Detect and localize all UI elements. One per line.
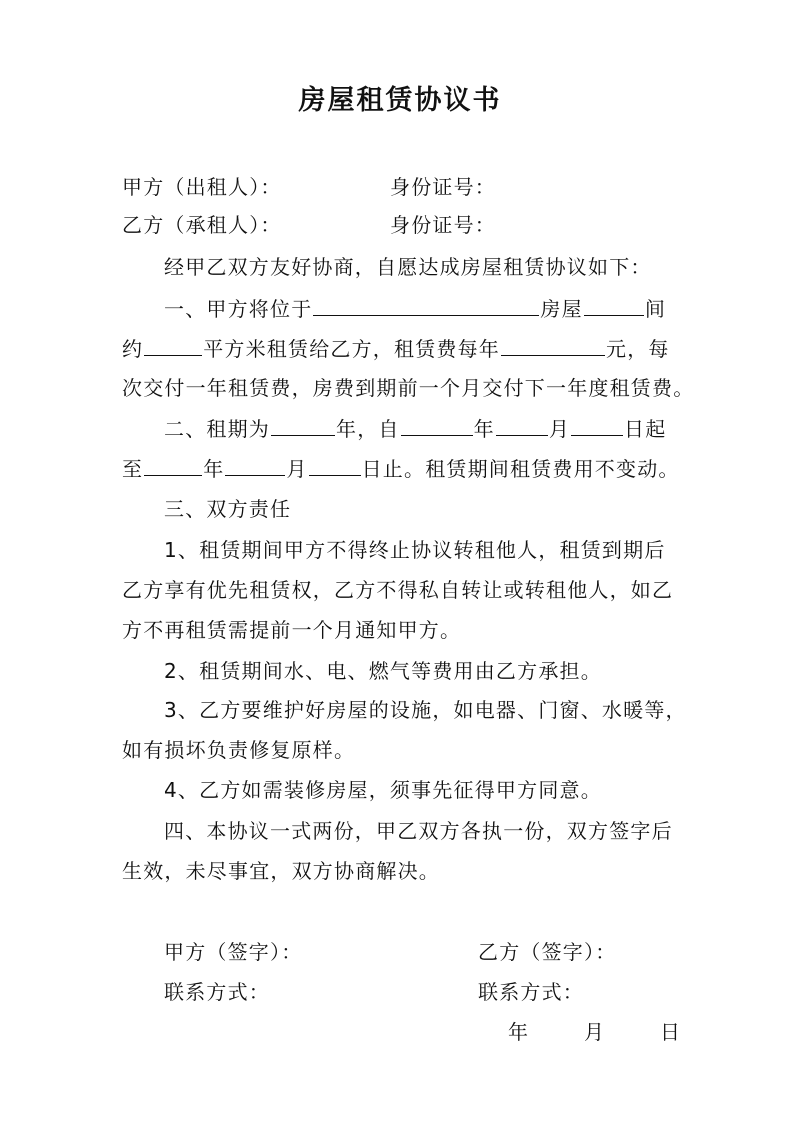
end-month-blank[interactable] <box>225 455 285 476</box>
clause2-ri-qi: 日起 <box>624 417 667 441</box>
intro-paragraph: 经甲乙双方友好协商，自愿达成房屋租赁协议如下： <box>164 255 652 279</box>
clause2-nian: 年 <box>473 417 495 441</box>
clause1-line1 <box>164 295 666 323</box>
start-year-blank[interactable] <box>401 415 473 436</box>
date-year-label: 年 <box>508 1020 530 1044</box>
party-a-contact-label: 联系方式： <box>164 980 270 1004</box>
clause2-end-nian: 年 <box>203 457 225 481</box>
date-day-label: 日 <box>660 1020 682 1044</box>
end-day-blank[interactable] <box>309 455 361 476</box>
clause1-area-text: 平方米租赁给乙方，租赁费每年 <box>203 337 501 361</box>
clause2-yue: 月 <box>548 417 571 441</box>
clause2-ri-zhi: 日止。租赁期间租赁费用不变动。 <box>361 457 680 481</box>
clause2-prefix: 二、租期为 <box>164 417 270 441</box>
area-blank[interactable] <box>144 335 202 356</box>
clause1-line3: 次交付一年租赁费，房费到期前一个月交付下一年度租赁费。 <box>122 376 695 400</box>
party-a-id-label: 身份证号： <box>390 175 496 199</box>
date-month-label: 月 <box>584 1020 606 1044</box>
rooms-blank[interactable] <box>584 295 644 316</box>
party-b-contact-label: 联系方式： <box>478 980 584 1004</box>
document-title: 房屋租赁协议书 <box>298 85 502 116</box>
clause2-line2 <box>122 455 680 483</box>
start-day-blank[interactable] <box>571 415 623 436</box>
clause2-zhi: 至 <box>122 457 144 481</box>
clause3-item4: 4、乙方如需装修房屋，须事先征得甲方同意。 <box>164 778 602 802</box>
clause3-item1-line1: 1、租赁期间甲方不得终止协议转租他人，租赁到期后 <box>164 538 666 562</box>
party-a-label: 甲方（出租人）： <box>122 175 282 199</box>
end-year-blank[interactable] <box>144 455 202 476</box>
clause3-item2: 2、租赁期间水、电、燃气等费用由乙方承担。 <box>164 659 602 683</box>
clause1-house: 房屋 <box>540 297 583 321</box>
party-b-id-label: 身份证号： <box>390 213 496 237</box>
start-month-blank[interactable] <box>496 415 548 436</box>
party-a-signature-label: 甲方（签字）： <box>164 940 303 964</box>
clause4-line2: 生效，未尽事宜，双方协商解决。 <box>122 859 440 883</box>
clause3-item1-line3: 方不再租赁需提前一个月通知甲方。 <box>122 618 462 642</box>
clause1-yue: 约 <box>122 337 144 361</box>
clause1-prefix: 一、甲方将位于 <box>164 297 313 321</box>
clause1-yuan-mei: 元，每 <box>606 337 670 361</box>
clause3-heading: 三、双方责任 <box>164 497 292 521</box>
annual-rent-blank[interactable] <box>501 335 605 356</box>
clause4-line1: 四、本协议一式两份，甲乙双方各执一份，双方签字后 <box>164 819 673 843</box>
clause3-item1-line2: 乙方享有优先租赁权，乙方不得私自转让或转租他人，如乙 <box>122 578 674 602</box>
clause2-year-from: 年，自 <box>336 417 400 441</box>
party-b-label: 乙方（承租人）： <box>122 213 282 237</box>
party-b-signature-label: 乙方（签字）： <box>478 940 617 964</box>
clause3-item3-line2: 如有损坏负责修复原样。 <box>122 738 356 762</box>
clause2-end-yue: 月 <box>286 457 308 481</box>
clause2-line1 <box>164 415 666 443</box>
clause3-item3-line1: 3、乙方要维护好房屋的设施，如电器、门窗、水暖等， <box>164 698 687 722</box>
clause1-line2 <box>122 335 670 363</box>
location-blank[interactable] <box>313 295 539 316</box>
term-years-blank[interactable] <box>271 415 335 436</box>
clause1-jian: 间 <box>644 297 667 321</box>
